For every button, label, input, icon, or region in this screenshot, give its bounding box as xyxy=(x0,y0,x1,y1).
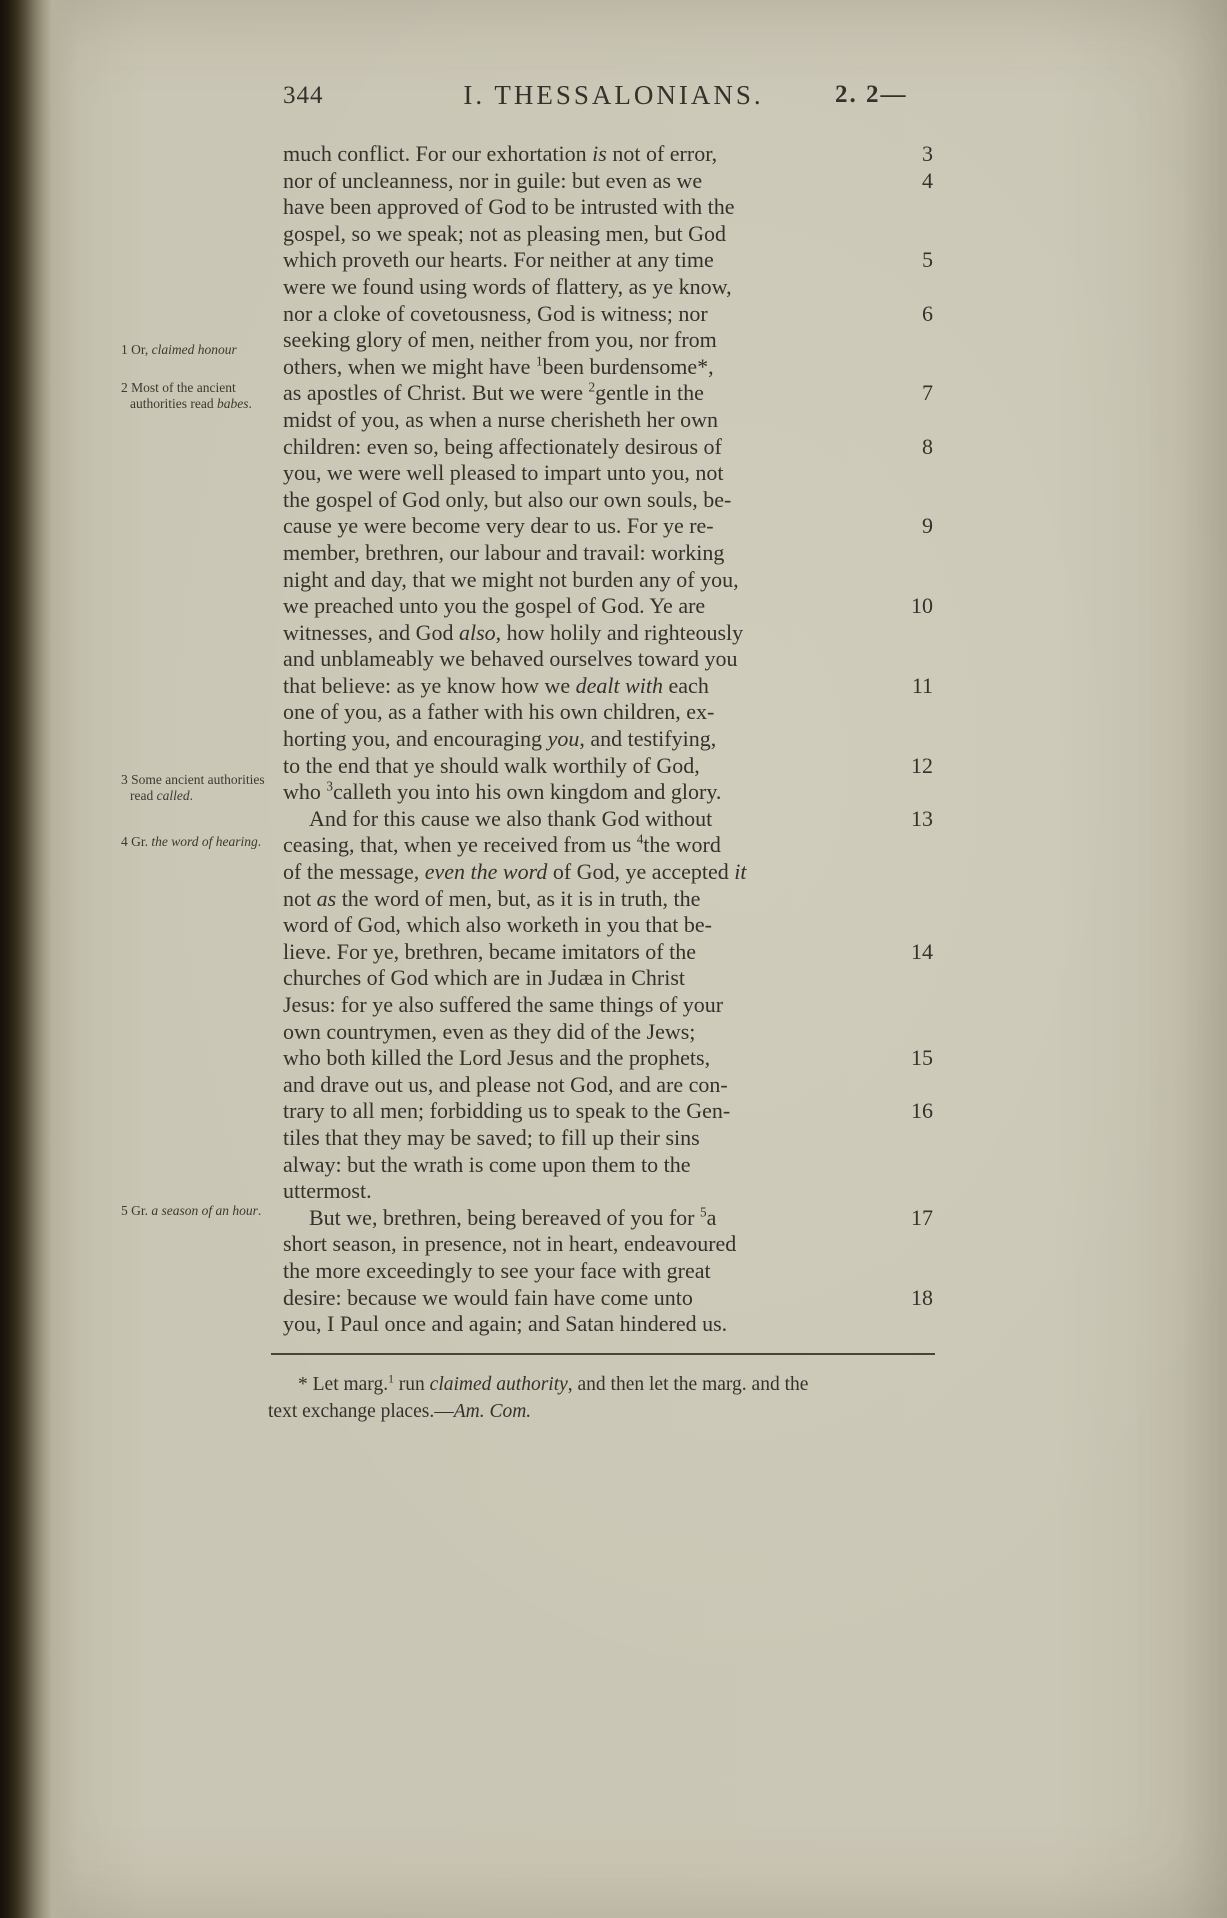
text-line xyxy=(283,327,943,354)
verse-number: 18 xyxy=(911,1284,933,1310)
line-text: have been approved of God to be intrusted with the xyxy=(283,194,735,220)
footnote-divider xyxy=(271,1353,935,1355)
footnote-line: * Let marg.$^1$ run claimed authority, and then let the marg. and the xyxy=(298,1372,809,1395)
verse-number: 17 xyxy=(911,1204,933,1230)
verse-number: 10 xyxy=(911,593,933,619)
text-line xyxy=(283,274,943,301)
text-line xyxy=(283,859,943,886)
line-text: nor a cloke of covetousness, God is witness; nor xyxy=(283,300,708,326)
line-text: and drave out us, and please not God, and are con- xyxy=(283,1071,728,1097)
text-line xyxy=(283,1285,943,1312)
line-text: one of you, as a father with his own children, ex- xyxy=(283,699,715,725)
line-text: seeking glory of men, neither from you, nor from xyxy=(283,327,717,353)
text-line xyxy=(283,380,943,407)
text-line xyxy=(283,832,943,859)
margin-notes-column xyxy=(121,0,281,1918)
running-head-title: I. THESSALONIANS. xyxy=(463,80,764,110)
line-text: member, brethren, our labour and travail: working xyxy=(283,539,725,565)
text-line xyxy=(283,1152,943,1179)
text-line xyxy=(283,434,943,461)
text-line xyxy=(283,513,943,540)
line-text: But we, brethren, being bereaved of you for $^5$a xyxy=(309,1204,717,1230)
line-text: witnesses, and God also, how holily and righteously xyxy=(283,619,744,645)
line-text: children: even so, being affectionately desirous of xyxy=(283,433,722,459)
line-text: desire: because we would fain have come unto xyxy=(283,1284,693,1310)
text-line xyxy=(283,1258,943,1285)
text-line xyxy=(283,1125,943,1152)
text-line xyxy=(283,1098,943,1125)
text-line xyxy=(283,753,943,780)
line-text: own countrymen, even as they did of the Jews; xyxy=(283,1018,696,1044)
verse-number: 8 xyxy=(922,433,933,459)
text-line xyxy=(283,726,943,753)
binding-edge xyxy=(0,0,78,1918)
text-line xyxy=(283,1019,943,1046)
line-text: the more exceedingly to see your face with great xyxy=(283,1257,711,1283)
line-text: short season, in presence, not in heart, endeavoured xyxy=(283,1231,737,1257)
text-line xyxy=(283,1072,943,1099)
line-text: others, when we might have $^1$been burdensome*, xyxy=(283,353,714,379)
text-line xyxy=(283,699,943,726)
verse-number: 13 xyxy=(911,805,933,831)
text-line xyxy=(283,912,943,939)
line-text: you, I Paul once and again; and Satan hindered us. xyxy=(283,1311,728,1337)
verse-number: 15 xyxy=(911,1045,933,1071)
page-number: 344 xyxy=(283,82,324,109)
line-text: that believe: as ye know how we dealt with each xyxy=(283,672,709,698)
text-line xyxy=(283,407,943,434)
margin-note: 1 Or, claimed honour xyxy=(121,342,237,357)
line-text: which proveth our hearts. For neither at any time xyxy=(283,247,714,273)
line-text: word of God, which also worketh in you that be- xyxy=(283,912,712,938)
line-text: ceasing, that, when ye received from us $^4$the word xyxy=(283,832,721,858)
line-text: horting you, and encouraging you, and testifying, xyxy=(283,726,717,752)
text-line xyxy=(283,939,943,966)
line-text: trary to all men; forbidding us to speak to the Gen- xyxy=(283,1098,731,1124)
text-line xyxy=(283,593,943,620)
text-line xyxy=(283,194,943,221)
text-line xyxy=(283,646,943,673)
verse-number: 4 xyxy=(922,167,933,193)
text-line xyxy=(283,141,943,168)
line-text: nor of uncleanness, nor in guile: but even as we xyxy=(283,167,703,193)
line-text: not as the word of men, but, as it is in truth, the xyxy=(283,885,701,911)
text-line xyxy=(283,540,943,567)
text-line xyxy=(283,247,943,274)
verse-number: 5 xyxy=(922,247,933,273)
text-line xyxy=(283,354,943,381)
margin-note: 3 Some ancient authorities read called. xyxy=(121,772,265,803)
text-line xyxy=(283,886,943,913)
footnote xyxy=(268,1371,968,1425)
text-line xyxy=(283,1311,943,1338)
footnote-line: text exchange places.—Am. Com. xyxy=(268,1401,532,1422)
line-text: alway: but the wrath is come upon them to the xyxy=(283,1151,691,1177)
line-text: as apostles of Christ. But we were $^2$gentle in the xyxy=(283,380,704,406)
text-line xyxy=(283,992,943,1019)
verse-number: 14 xyxy=(911,938,933,964)
line-text: we preached unto you the gospel of God. Ye are xyxy=(283,593,706,619)
text-line xyxy=(283,487,943,514)
line-text: uttermost. xyxy=(283,1178,372,1204)
text-line xyxy=(283,301,943,328)
verse-number: 16 xyxy=(911,1098,933,1124)
line-text: the gospel of God only, but also our own souls, be- xyxy=(283,486,732,512)
verse-number: 9 xyxy=(922,513,933,539)
line-text: midst of you, as when a nurse cherisheth her own xyxy=(283,406,719,432)
text-line xyxy=(283,221,943,248)
margin-note: 5 Gr. a season of an hour. xyxy=(121,1203,262,1218)
verse-number: 11 xyxy=(911,672,933,698)
line-text: who both killed the Lord Jesus and the prophets, xyxy=(283,1045,711,1071)
text-line xyxy=(283,806,943,833)
text-line xyxy=(283,1045,943,1072)
verse-number: 7 xyxy=(922,380,933,406)
text-line xyxy=(283,1205,943,1232)
text-line xyxy=(283,1231,943,1258)
margin-note: 2 Most of the ancient authorities read babes. xyxy=(121,380,252,411)
line-text: much conflict. For our exhortation is not of error, xyxy=(283,141,718,166)
line-text: you, we were well pleased to impart unto you, not xyxy=(283,460,724,486)
text-line xyxy=(283,168,943,195)
line-text: churches of God which are in Judæa in Christ xyxy=(283,965,686,991)
running-head-reference: 2. 2— xyxy=(835,81,908,108)
line-text: gospel, so we speak; not as pleasing men, but God xyxy=(283,220,726,246)
line-text: tiles that they may be saved; to fill up their sins xyxy=(283,1124,700,1150)
text-line xyxy=(283,460,943,487)
line-text: to the end that ye should walk worthily of God, xyxy=(283,752,700,778)
body-text-column xyxy=(283,141,983,1338)
line-text: lieve. For ye, brethren, became imitators of the xyxy=(283,938,696,964)
line-text: of the message, even the word of God, ye accepted it xyxy=(283,859,747,885)
line-text: cause ye were become very dear to us. For ye re- xyxy=(283,513,714,539)
line-text: Jesus: for ye also suffered the same things of your xyxy=(283,992,724,1017)
text-line xyxy=(283,620,943,647)
line-text: and unblameably we behaved ourselves toward you xyxy=(283,646,738,672)
verse-number: 3 xyxy=(922,141,933,166)
text-line xyxy=(283,965,943,992)
text-line xyxy=(283,1178,943,1205)
text-line xyxy=(283,779,943,806)
verse-number: 12 xyxy=(911,752,933,778)
text-line xyxy=(283,673,943,700)
line-text: night and day, that we might not burden any of you, xyxy=(283,566,739,592)
line-text: who $^3$calleth you into his own kingdom and glory. xyxy=(283,778,722,805)
line-text: And for this cause we also thank God without xyxy=(309,805,713,831)
line-text: were we found using words of flattery, as ye know, xyxy=(283,273,732,299)
text-line xyxy=(283,567,943,594)
margin-note: 4 Gr. the word of hearing. xyxy=(121,834,262,849)
verse-number: 6 xyxy=(922,300,933,326)
